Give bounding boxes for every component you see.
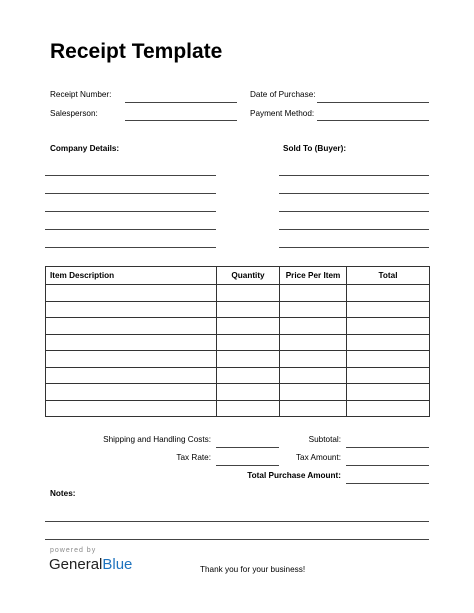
quantity-cell[interactable]: [217, 351, 280, 368]
subtotal-label: Subtotal:: [308, 435, 341, 444]
tax-amount-field[interactable]: [346, 465, 429, 466]
item-description-cell[interactable]: [46, 384, 217, 401]
tax-rate-field[interactable]: [216, 465, 279, 466]
page-title: Receipt Template: [50, 40, 223, 63]
price-per-item-cell[interactable]: [280, 367, 347, 384]
company-details-line[interactable]: [45, 247, 216, 248]
quantity-cell[interactable]: [217, 334, 280, 351]
table-row: [46, 334, 430, 351]
brand-general: General: [49, 556, 103, 573]
tax-amount-label: Tax Amount:: [295, 453, 341, 462]
date-of-purchase-label: Date of Purchase:: [250, 90, 316, 99]
receipt-number-label: Receipt Number:: [50, 90, 112, 99]
item-description-cell[interactable]: [46, 318, 217, 335]
total-purchase-field[interactable]: [346, 483, 429, 484]
company-details-line[interactable]: [45, 193, 216, 194]
price-per-item-cell[interactable]: [280, 285, 347, 302]
sold-to-line[interactable]: [279, 175, 429, 176]
total-cell[interactable]: [347, 367, 430, 384]
total-cell[interactable]: [347, 351, 430, 368]
item-description-cell[interactable]: [46, 367, 217, 384]
payment-method-label: Payment Method:: [250, 109, 315, 118]
item-description-cell[interactable]: [46, 285, 217, 302]
items-table: [45, 266, 430, 417]
item-description-cell[interactable]: [46, 301, 217, 318]
notes-line[interactable]: [45, 521, 429, 522]
sold-to-line[interactable]: [279, 211, 429, 212]
total-cell[interactable]: [347, 384, 430, 401]
payment-method-field[interactable]: [317, 120, 429, 121]
price-per-item-cell[interactable]: [280, 351, 347, 368]
column-header-price-per-item: Price Per Item: [280, 267, 347, 285]
total-cell[interactable]: [347, 318, 430, 335]
quantity-cell[interactable]: [217, 367, 280, 384]
quantity-cell[interactable]: [217, 384, 280, 401]
table-row: [46, 384, 430, 401]
receipt-number-field[interactable]: [125, 102, 237, 103]
total-cell[interactable]: [347, 400, 430, 417]
quantity-cell[interactable]: [217, 400, 280, 417]
price-per-item-cell[interactable]: [280, 384, 347, 401]
table-header-row: [46, 267, 430, 285]
price-per-item-cell[interactable]: [280, 318, 347, 335]
shipping-label: Shipping and Handling Costs:: [103, 435, 211, 444]
tax-rate-label: Tax Rate:: [176, 453, 211, 462]
generalblue-logo: [49, 556, 132, 573]
column-header-total: Total: [347, 267, 430, 285]
item-description-cell[interactable]: [46, 351, 217, 368]
sold-to-line[interactable]: [279, 193, 429, 194]
column-header-quantity: Quantity: [217, 267, 280, 285]
item-description-cell[interactable]: [46, 400, 217, 417]
table-row: [46, 301, 430, 318]
table-row: [46, 351, 430, 368]
salesperson-field[interactable]: [125, 120, 237, 121]
item-description-cell[interactable]: [46, 334, 217, 351]
table-row: [46, 318, 430, 335]
table-row: [46, 400, 430, 417]
notes-line[interactable]: [45, 539, 429, 540]
thank-you-text: Thank you for your business!: [200, 565, 306, 574]
date-of-purchase-field[interactable]: [317, 102, 429, 103]
brand-blue: Blue: [102, 556, 133, 573]
company-details-line[interactable]: [45, 211, 216, 212]
salesperson-label: Salesperson:: [50, 109, 98, 118]
company-details-line[interactable]: [45, 175, 216, 176]
company-details-line[interactable]: [45, 229, 216, 230]
sold-to-line[interactable]: [279, 229, 429, 230]
sold-to-label: Sold To (Buyer):: [283, 144, 347, 153]
price-per-item-cell[interactable]: [280, 400, 347, 417]
total-cell[interactable]: [347, 334, 430, 351]
company-details-label: Company Details:: [50, 144, 120, 153]
quantity-cell[interactable]: [217, 301, 280, 318]
subtotal-field[interactable]: [346, 447, 429, 448]
table-row: [46, 367, 430, 384]
sold-to-line[interactable]: [279, 247, 429, 248]
notes-label: Notes:: [50, 489, 76, 498]
powered-by-text: powered by: [50, 547, 97, 554]
table-row: [46, 285, 430, 302]
quantity-cell[interactable]: [217, 318, 280, 335]
column-header-item-description: Item Description: [46, 267, 217, 285]
total-cell[interactable]: [347, 301, 430, 318]
total-purchase-label: Total Purchase Amount:: [247, 471, 341, 480]
price-per-item-cell[interactable]: [280, 301, 347, 318]
shipping-field[interactable]: [216, 447, 279, 448]
total-cell[interactable]: [347, 285, 430, 302]
price-per-item-cell[interactable]: [280, 334, 347, 351]
quantity-cell[interactable]: [217, 285, 280, 302]
